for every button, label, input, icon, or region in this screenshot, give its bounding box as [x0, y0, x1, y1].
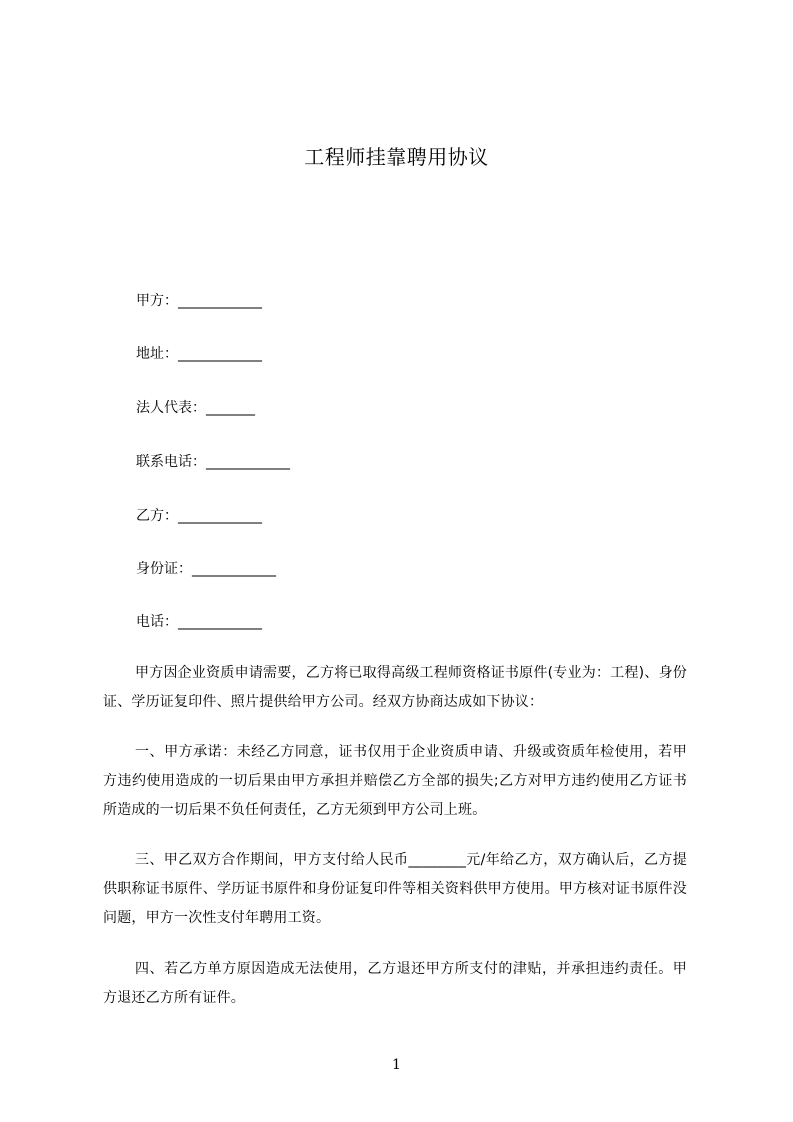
paragraph-clause-4: 四、若乙方单方原因造成无法使用，乙方退还甲方所支付的津贴，并承担违约责任。甲方退还乙方所有证件。 [103, 961, 687, 1006]
paragraph-clause-1: 一、甲方承诺：未经乙方同意，证书仅用于企业资质申请、升级或资质年检使用，若甲方违约使用造成的一切后果由甲方承担并赔偿乙方全部的损失;乙方对甲方违约使用乙方证书所造成的一切后果不负任何责任，乙方无须到甲方公司上班。 [103, 744, 687, 818]
field-phone: 电话：____________ [136, 614, 262, 630]
page-number: 1 [392, 1057, 401, 1073]
paragraph-clause-3: 三、甲乙双方合作期间，甲方支付给人民币________元/年给乙方，双方确认后，乙方提供职称证书原件、学历证书原件和身份证复印件等相关资料供甲方使用。甲方核对证书原件没问题，甲方一次性支付年聘用工资。 [103, 852, 687, 926]
field-legal-representative: 法人代表：_______ [136, 400, 255, 416]
paragraph-intro: 甲方因企业资质申请需要，乙方将已取得高级工程师资格证书原件(专业为：工程)、身份证、学历证复印件、照片提供给甲方公司。经双方协商达成如下协议： [103, 665, 687, 710]
field-address: 地址：____________ [136, 346, 262, 362]
field-party-a: 甲方：____________ [136, 293, 262, 309]
field-party-b: 乙方：____________ [136, 508, 262, 524]
field-id-card: 身份证：____________ [136, 561, 276, 577]
field-contact-phone: 联系电话：____________ [136, 454, 290, 470]
document-title: 工程师挂靠聘用协议 [304, 145, 489, 169]
